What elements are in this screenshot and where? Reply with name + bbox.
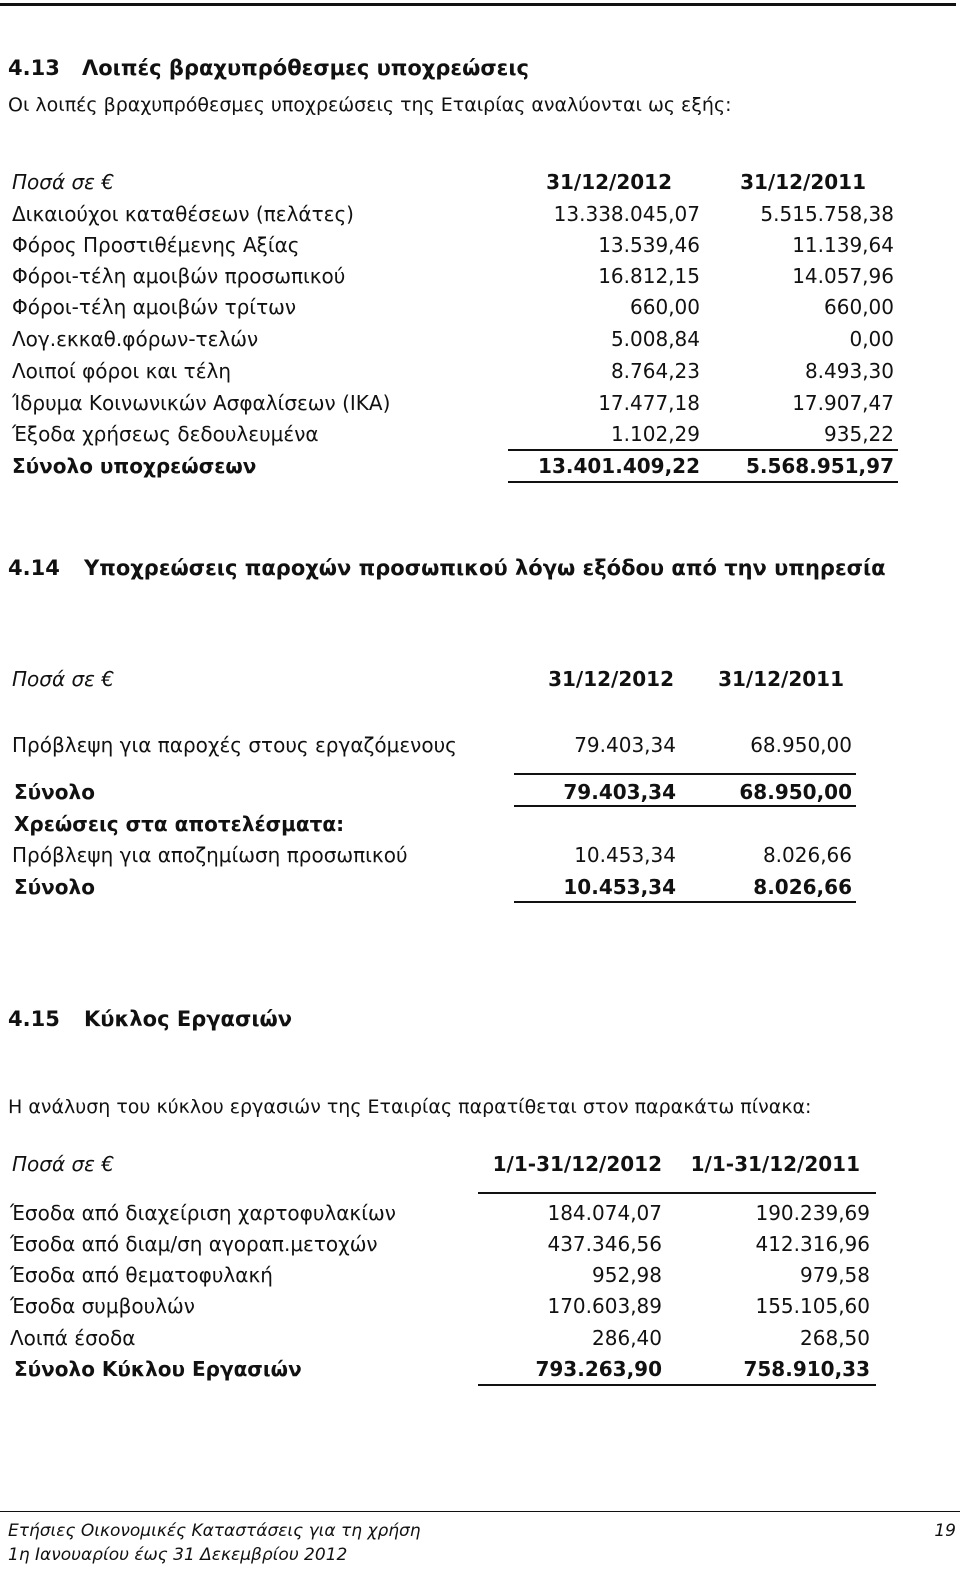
total-rule bbox=[508, 481, 898, 483]
section-title: Υποχρεώσεις παροχών προσωπικού λόγω εξόδου από την υπηρεσία bbox=[84, 556, 886, 580]
value-2011: 8.493,30 bbox=[804, 359, 894, 383]
value-2011: 979,58 bbox=[800, 1263, 870, 1287]
total-rule bbox=[514, 901, 856, 903]
value-2011: 935,22 bbox=[824, 422, 894, 446]
subtotal-rule bbox=[508, 449, 898, 451]
total-rule bbox=[514, 805, 856, 807]
header-rule bbox=[478, 1192, 876, 1194]
total-label: Σύνολο υποχρεώσεων bbox=[12, 454, 257, 478]
value-2011: 14.057,96 bbox=[792, 264, 894, 288]
column-header-2012: 31/12/2012 bbox=[546, 170, 672, 194]
total-2012: 10.453,34 bbox=[563, 875, 676, 899]
value-2011: 412.316,96 bbox=[755, 1232, 870, 1256]
section-intro: Η ανάλυση του κύκλου εργασιών της Εταιρίας παρατίθεται στον παρακάτω πίνακα: bbox=[8, 1096, 812, 1118]
value-2012: 286,40 bbox=[592, 1326, 662, 1350]
value-2012: 17.477,18 bbox=[598, 391, 700, 415]
section-title: Λοιπές βραχυπρόθεσμες υποχρεώσεις bbox=[82, 56, 529, 80]
row-label: Έσοδα από διαμ/ση αγοραπ.μετοχών bbox=[10, 1232, 378, 1256]
section-number: 4.14 bbox=[8, 556, 60, 580]
total-2011: 68.950,00 bbox=[739, 780, 852, 804]
footer-rule bbox=[0, 1511, 960, 1512]
value-2011: 17.907,47 bbox=[792, 391, 894, 415]
row-label: Φόροι-τέλη αμοιβών τρίτων bbox=[12, 295, 297, 319]
subtotal-rule bbox=[514, 773, 856, 775]
value-2011: 268,50 bbox=[800, 1326, 870, 1350]
value-2012: 170.603,89 bbox=[547, 1294, 662, 1318]
value-2012: 5.008,84 bbox=[610, 327, 700, 351]
currency-label: Ποσά σε € bbox=[12, 667, 115, 691]
top-rule bbox=[0, 3, 956, 6]
value-2011: 155.105,60 bbox=[755, 1294, 870, 1318]
value-2012: 184.074,07 bbox=[547, 1201, 662, 1225]
value-2012: 10.453,34 bbox=[574, 843, 676, 867]
value-2011: 0,00 bbox=[849, 327, 894, 351]
row-label: Φόροι-τέλη αμοιβών προσωπικού bbox=[12, 264, 346, 288]
total-rule bbox=[478, 1384, 876, 1386]
section-intro: Οι λοιπές βραχυπρόθεσμες υποχρεώσεις της Εταιρίας αναλύονται ως εξής: bbox=[8, 94, 732, 116]
value-2011: 8.026,66 bbox=[762, 843, 852, 867]
column-header-2011: 31/12/2011 bbox=[718, 667, 844, 691]
value-2012: 660,00 bbox=[630, 295, 700, 319]
row-label: Φόρος Προστιθέμενης Αξίας bbox=[12, 233, 300, 257]
value-2012: 1.102,29 bbox=[610, 422, 700, 446]
currency-label: Ποσά σε € bbox=[12, 170, 115, 194]
row-label: Λογ.εκκαθ.φόρων-τελών bbox=[12, 327, 259, 351]
total-label: Σύνολο bbox=[14, 875, 95, 899]
value-2011: 660,00 bbox=[824, 295, 894, 319]
row-label: Έσοδα συμβουλών bbox=[10, 1294, 195, 1318]
row-label: Πρόβλεψη για παροχές στους εργαζόμενους bbox=[12, 733, 457, 757]
total-2011: 5.568.951,97 bbox=[745, 454, 894, 478]
column-header-2011: 31/12/2011 bbox=[740, 170, 866, 194]
value-2012: 952,98 bbox=[592, 1263, 662, 1287]
section-number: 4.13 bbox=[8, 56, 60, 80]
value-2012: 16.812,15 bbox=[598, 264, 700, 288]
row-label: Έξοδα χρήσεως δεδουλευμένα bbox=[12, 422, 319, 446]
column-header-2011: 1/1-31/12/2011 bbox=[690, 1152, 860, 1176]
value-2012: 437.346,56 bbox=[547, 1232, 662, 1256]
value-2012: 79.403,34 bbox=[574, 733, 676, 757]
row-label: Πρόβλεψη για αποζημίωση προσωπικού bbox=[12, 843, 408, 867]
total-label: Σύνολο bbox=[14, 780, 95, 804]
total-2012: 793.263,90 bbox=[535, 1357, 662, 1381]
section-number: 4.15 bbox=[8, 1007, 60, 1031]
row-label: Έσοδα από διαχείριση χαρτοφυλακίων bbox=[10, 1201, 396, 1225]
page-number: 19 bbox=[934, 1521, 956, 1541]
value-2012: 13.338.045,07 bbox=[553, 202, 700, 226]
row-label: Λοιποί φόροι και τέλη bbox=[12, 359, 232, 383]
row-label: Έσοδα από θεματοφυλακή bbox=[10, 1263, 273, 1287]
total-2012: 13.401.409,22 bbox=[538, 454, 700, 478]
column-header-2012: 31/12/2012 bbox=[548, 667, 674, 691]
footer-period: 1η Ιανουαρίου έως 31 Δεκεμβρίου 2012 bbox=[8, 1545, 348, 1565]
value-2011: 68.950,00 bbox=[750, 733, 852, 757]
row-label: Δικαιούχοι καταθέσεων (πελάτες) bbox=[12, 202, 354, 226]
currency-label: Ποσά σε € bbox=[12, 1152, 115, 1176]
row-label: Λοιπά έσοδα bbox=[10, 1326, 136, 1350]
value-2011: 5.515.758,38 bbox=[760, 202, 894, 226]
column-header-2012: 1/1-31/12/2012 bbox=[492, 1152, 662, 1176]
value-2011: 190.239,69 bbox=[755, 1201, 870, 1225]
section-title: Κύκλος Εργασιών bbox=[84, 1007, 293, 1031]
total-2012: 79.403,34 bbox=[563, 780, 676, 804]
total-2011: 8.026,66 bbox=[753, 875, 852, 899]
charges-heading: Χρεώσεις στα αποτελέσματα: bbox=[14, 812, 345, 836]
value-2012: 13.539,46 bbox=[598, 233, 700, 257]
total-2011: 758.910,33 bbox=[743, 1357, 870, 1381]
value-2012: 8.764,23 bbox=[610, 359, 700, 383]
footer-title: Ετήσιες Οικονομικές Καταστάσεις για τη χρήση bbox=[8, 1521, 421, 1541]
row-label: Ίδρυμα Κοινωνικών Ασφαλίσεων (ΙΚΑ) bbox=[12, 391, 391, 415]
total-label: Σύνολο Κύκλου Εργασιών bbox=[14, 1357, 302, 1381]
value-2011: 11.139,64 bbox=[792, 233, 894, 257]
